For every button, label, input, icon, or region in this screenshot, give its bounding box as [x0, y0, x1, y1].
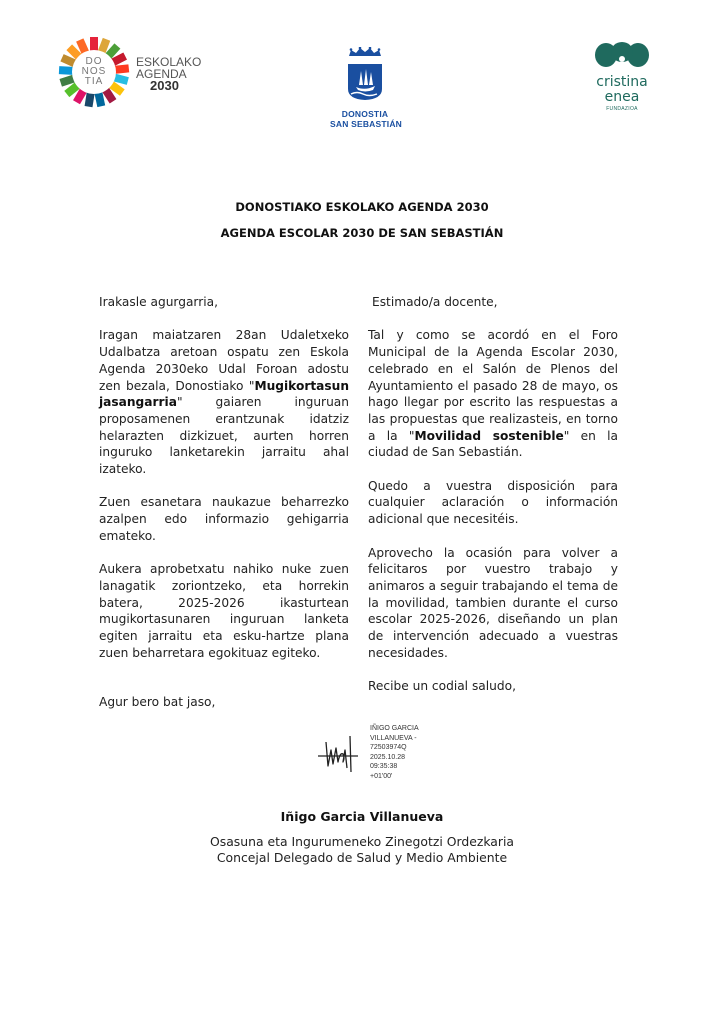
greeting-basque: Irakasle agurgarria, [99, 295, 218, 309]
crown-icon [347, 47, 383, 57]
paragraph-1-spanish: Tal y como se acordó en el Foro Municipal de la Agenda Escolar 2030, celebrado en el Salón de Plenos del Ayuntamiento el pasado 28 de mayo, os hago llegar por escrito las respuestas a las propuestas que realizasteis, en torno a la "Movilidad sostenible" en la ciudad de San Sebastián. [368, 328, 619, 460]
signer-role-spanish: Concejal Delegado de Salud y Medio Ambiente [216, 850, 508, 865]
paragraph-1-basque: Iragan maiatzaren 28an Udaletxeko Udalbatza aretoan ospatu zen Eskola Agenda 2030eko Udal Foroan adostu zen bezala, Donostiako "Mugikortasun jasangarria" gaiaren inguruan proposamenen erantzunak idatziz helarazten dizkizuet, aurten horren inguruko lanketarekin jarraitu ahal izateko. [99, 328, 349, 477]
title-spanish: AGENDA ESCOLAR 2030 DE SAN SEBASTIÁN [220, 226, 504, 240]
cristina-enea-logo [588, 42, 656, 112]
agenda-logo-text: ESKOLAKO AGENDA 2030 [136, 55, 202, 93]
bold-topic-basque: Mugikortasun jasangarria [99, 378, 349, 410]
bold-topic-spanish: Movilidad sostenible [414, 428, 564, 443]
greeting-spanish: Estimado/a docente, [372, 295, 498, 309]
digital-signature [318, 722, 438, 792]
cristina-enea-subtitle: FUNDAZIOA [606, 106, 638, 112]
donostia-city-logo [330, 42, 403, 129]
ship-shield-icon [347, 63, 383, 101]
letter-column-basque [99, 294, 349, 728]
paragraph-3-basque: Aukera aprobetxatu nahiko nuke zuen lanagatik zoriontzeko, eta horrekin batera, 2025-2026 ikasturtean mugikortasunaren inguruan lanketa egiten jarraitu eta esku-hartze plana zuen beharretara egokituaz egiteko. [99, 562, 349, 660]
cristina-enea-name-line1: cristina [596, 74, 648, 90]
signer-name: Iñigo Garcia Villanueva [280, 809, 444, 824]
title-basque: DONOSTIAKO ESKOLAKO AGENDA 2030 [235, 200, 489, 214]
city-name-line1: DONOSTIA [341, 109, 389, 119]
signature-certificate-text: IÑIGO GARCIA VILLANUEVA - 72503974Q 2025.10.28 09:35:38 +01'00' [370, 725, 419, 780]
signer-block [0, 808, 724, 866]
closing-basque: Agur bero bat jaso, [99, 695, 216, 710]
paragraph-3-spanish: Aprovecho la ocasión para volver a felicitaros por vuestro trabajo y animaros a seguir trabajando el tema de la movilidad, tambien durante el curso escolar 2025-2026, diseñando un plan de intervención adecuado a vuestras necesidades. [368, 545, 618, 660]
cristina-enea-name-line2: enea [604, 89, 640, 105]
eskolako-agenda-2030-logo [58, 36, 208, 116]
donostia-wheel-text: DO NOS TIA [72, 50, 116, 94]
letter-column-spanish [368, 294, 618, 712]
handwritten-signature-icon [318, 732, 360, 776]
closing-spanish: Recibe un codial saludo, [368, 679, 516, 694]
city-name-line2: SAN SEBASTIÁN [330, 119, 403, 129]
paragraph-2-spanish: Quedo a vuestra disposición para cualquier aclaración o información adicional que necesitéis. [368, 478, 618, 527]
paragraph-2-basque: Zuen esanetara naukazue beharrezko azalpen edo informazio gehigarria emateko. [99, 495, 349, 543]
signer-role-basque: Osasuna eta Ingurumeneko Zinegotzi Ordezkaria [210, 834, 514, 849]
leaves-icon [593, 42, 651, 70]
document-titles [0, 194, 724, 246]
